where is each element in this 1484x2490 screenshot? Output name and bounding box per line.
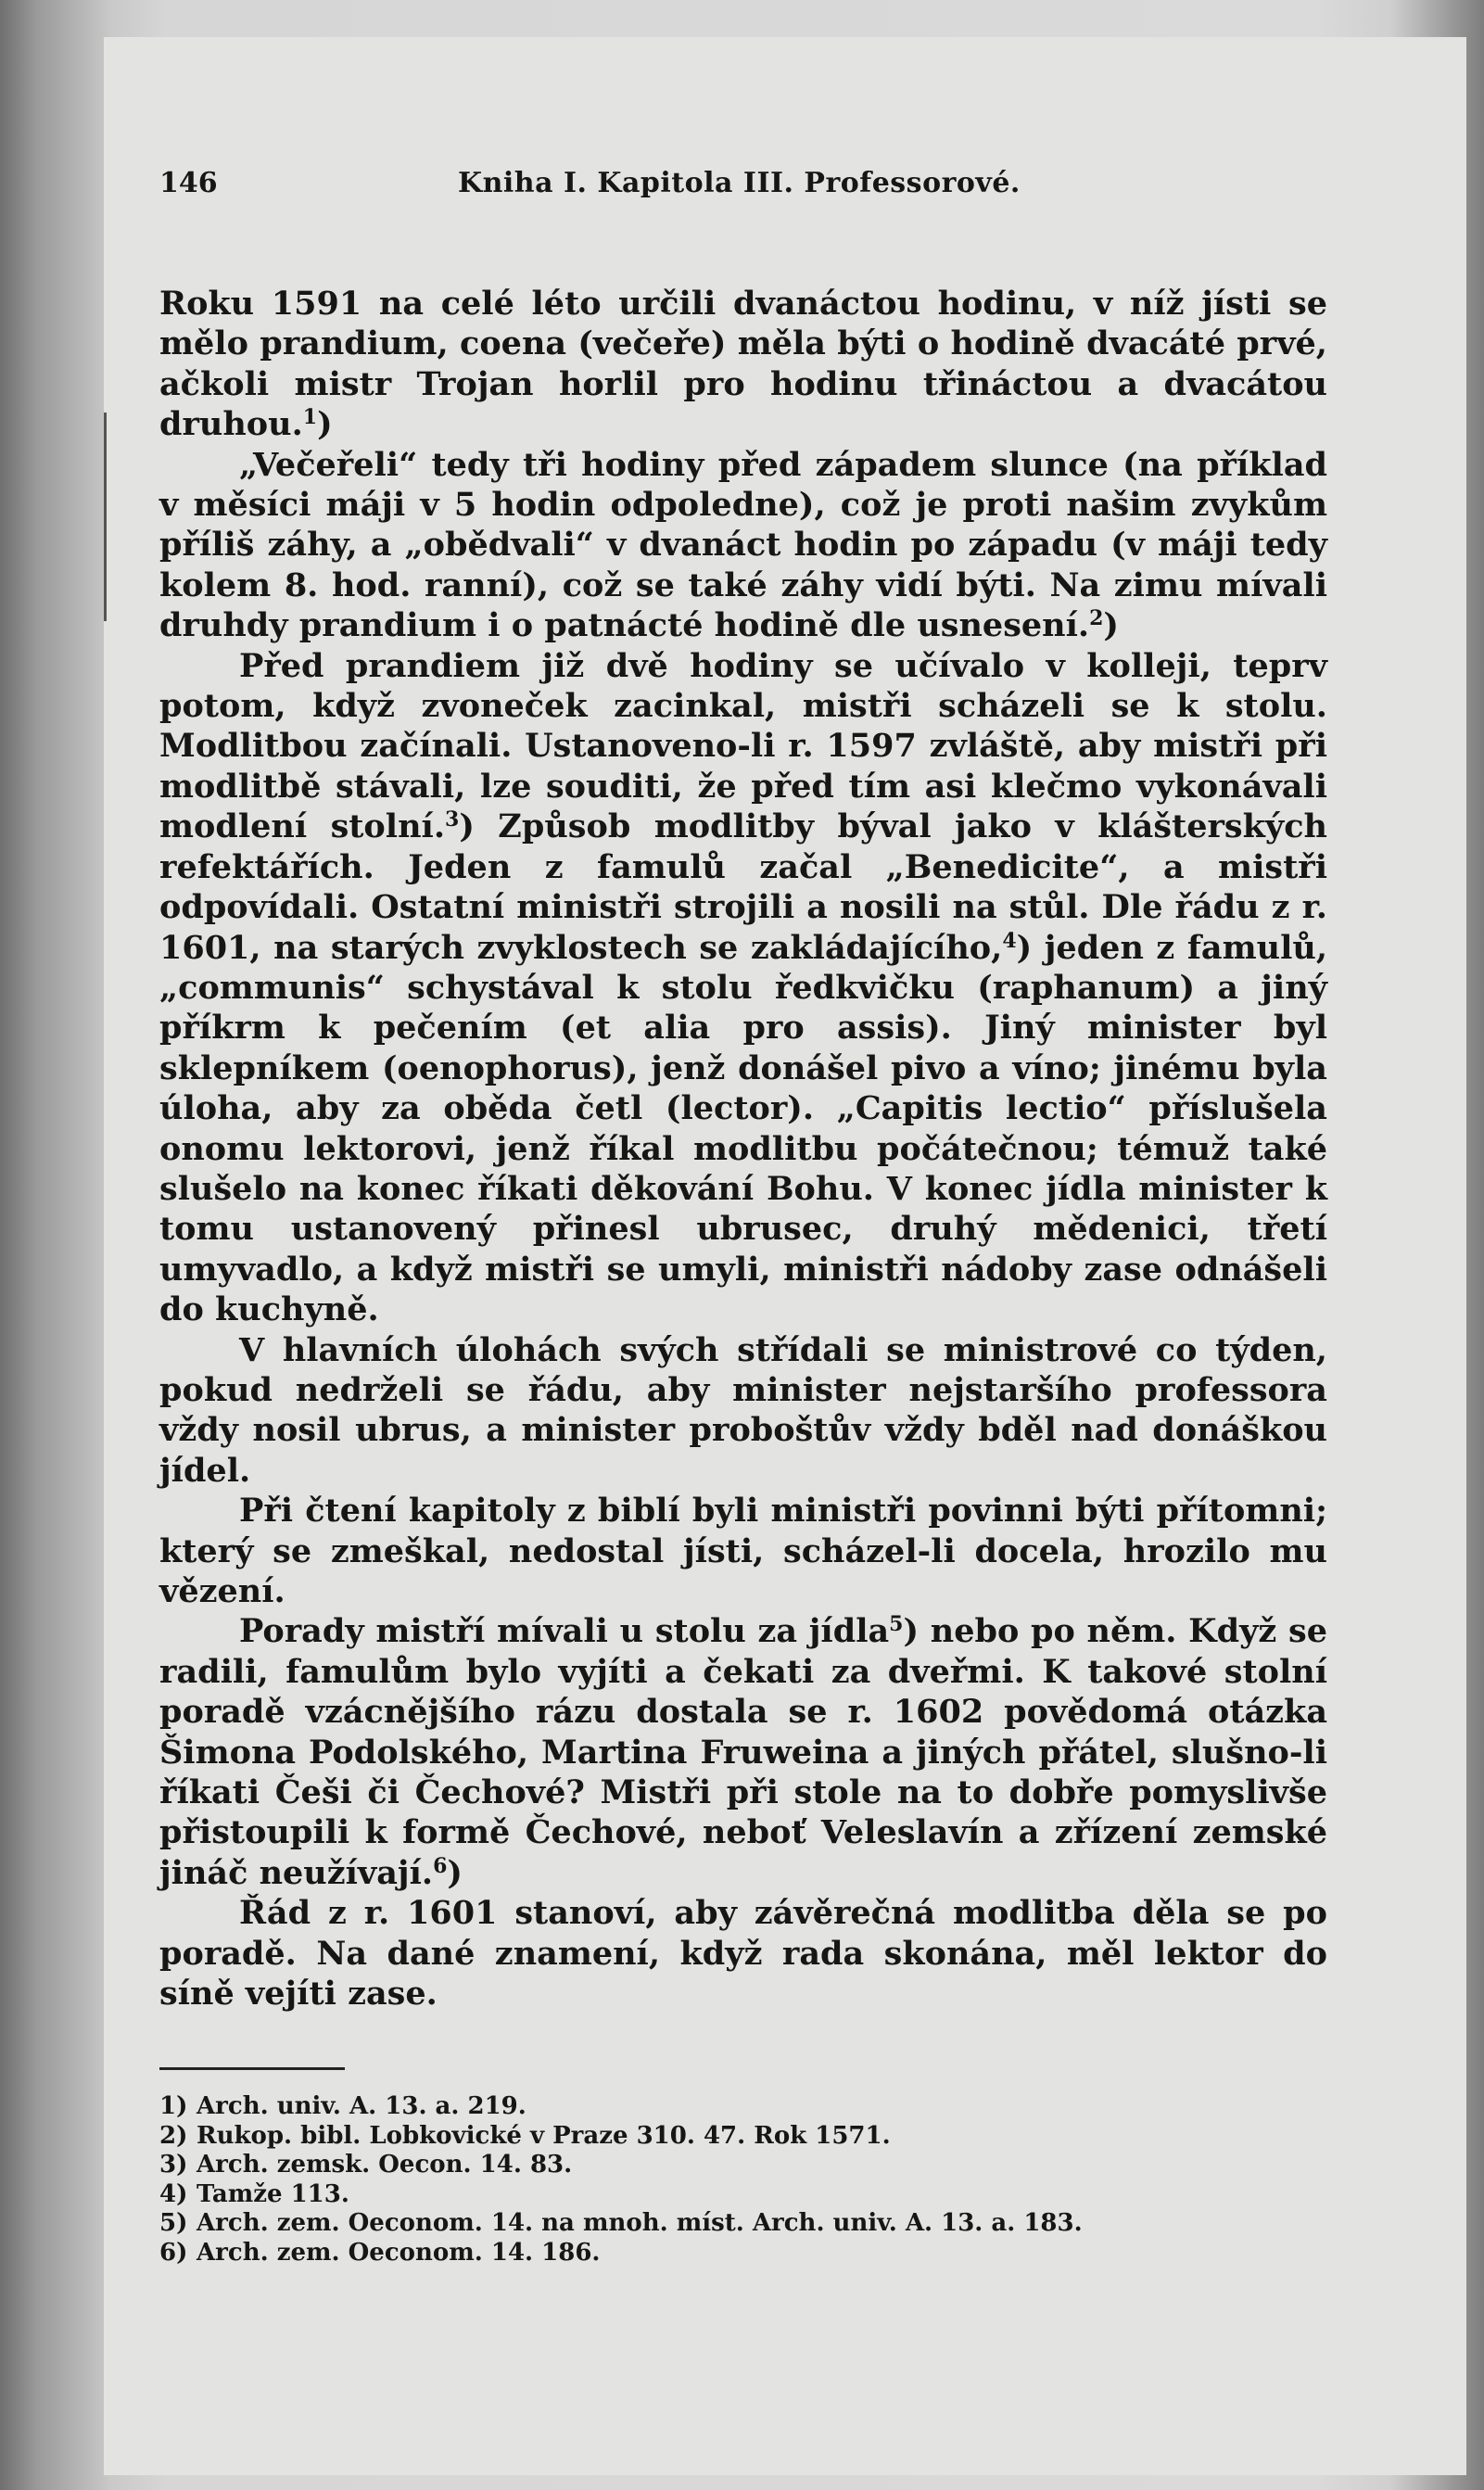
running-head [159,167,1327,210]
footnote-ref: 2 [1089,606,1104,631]
footnote: 5) Arch. zem. Oeconom. 14. na mnoh. míst. Arch. univ. A. 13. a. 183. [159,2209,1083,2238]
footnote: 3) Arch. zemsk. Oecon. 14. 83. [159,2151,573,2179]
running-title: Kniha I. Kapitola III. Professorové. [458,167,1021,199]
paragraph-4: V hlavních úlohách svých střídali se ministrové co týden, pokud nedrželi se řádu, aby minister nejstaršího professora vždy nosil ubrus, a minister proboštův vždy bděl nad donáškou jídel. [159,1330,1327,1490]
footnote-ref: 6 [433,1853,448,1878]
paragraph-7: Řád z r. 1601 stanoví, aby závěrečná modlitba děla se po poradě. Na dané znamení, když rada skonána, měl lektor do síně vejíti zase. [159,1894,1327,2014]
footnote: 6) Arch. zem. Oeconom. 14. 186. [159,2238,601,2267]
footnote: 1) Arch. univ. A. 13. a. 219. [159,2092,526,2121]
footnote-divider [159,2067,345,2070]
footnote: 2) Rukop. bibl. Lobkovické v Praze 310. 47. Rok 1571. [159,2121,891,2150]
footnote: 4) Tamže 113. [159,2179,349,2208]
paragraph-1: Roku 1591 na celé léto určili dvanáctou hodinu, v níž jísti se mělo prandium, coena (večeře) měla býti o hodině dvacáté prvé, ačkoli mistr Trojan horlil pro hodinu třináctou a dvacátou druhou.$^1$) [159,285,1327,444]
page-content [159,167,1327,2268]
footnote-ref: 4 [1002,928,1017,953]
margin-pencil-mark [104,413,107,621]
footnotes [159,2092,1327,2268]
paragraph-6: Porady mistří mívali u stolu za jídla$^5$) nebo po něm. Když se radili, famulům bylo vyjíti a čekati za dveřmi. K takové stolní poradě vzácnějšího rázu dostala se r. 1602 povědomá otázka Šimona Podolského, Martina Fruweina a jiných přátel, slušno-li říkati Češi či Čechové? Mistři při stole na to dobře pomyslivše přistoupili k formě Čechové, neboť Veleslavín a zřízení zemské jináč neužívají.$^6$) [159,1612,1327,1892]
footnote-ref: 1 [302,405,318,430]
body-text [159,284,1327,2014]
paragraph-5: Při čtení kapitoly z biblí byli ministři povinni býti přítomni; který se zmeškal, nedostal jísti, scházel-li docela, hrozilo mu vězení. [159,1492,1327,1610]
paragraph-2: „Večeřeli“ tedy tři hodiny před západem slunce (na příklad v měsíci máji v 5 hodin odpoledne), což je proti našim zvykům příliš záhy, a „obědvali“ v dvanáct hodin po západu (v máji tedy kolem 8. hod. ranní), což se také záhy vidí býti. Na zimu mívali druhdy prandium i o patnácté hodině dle usnesení.$^2$) [159,445,1327,645]
footnote-ref: 5 [889,1612,904,1637]
page-number: 146 [159,167,218,199]
paragraph-3: Před prandiem již dvě hodiny se učívalo v kolleji, teprv potom, když zvoneček zacinkal, mistři scházeli se k stolu. Modlitbou začínali. Ustanoveno-li r. 1597 zvláště, aby mistři při modlitbě stávali, lze souditi, že před tím asi klečmo vykonávali modlení stolní.$^3$) Způsob modlitby býval jako v klášterských refektářích. Jeden z famulů začal „Benedicite“, a mistři odpovídali. Ostatní ministři strojili a nosili na stůl. Dle řádu z r. 1601, na starých zvyklostech se zakládajícího,$^4$) jeden z famulů, „communis“ schystával k stolu ředkvičku (raphanum) a jiný příkrm k pečením (et alia pro assis). Jiný minister byl sklepníkem (oenophorus), jenž donášel pivo a víno; jinému byla úloha, aby za oběda četl (lector). „Capitis lectio“ příslušela onomu lektorovi, jenž říkal modlitbu počátečnou; témuž také slušelo na konec říkati děkování Bohu. V konec jídla minister k tomu ustanovený přinesl ubrusec, druhý mědenici, třetí umyvadlo, a když mistři se umyli, ministři nádoby zase odnášeli do kuchyně. [159,646,1328,1329]
footnote-ref: 3 [445,807,460,832]
